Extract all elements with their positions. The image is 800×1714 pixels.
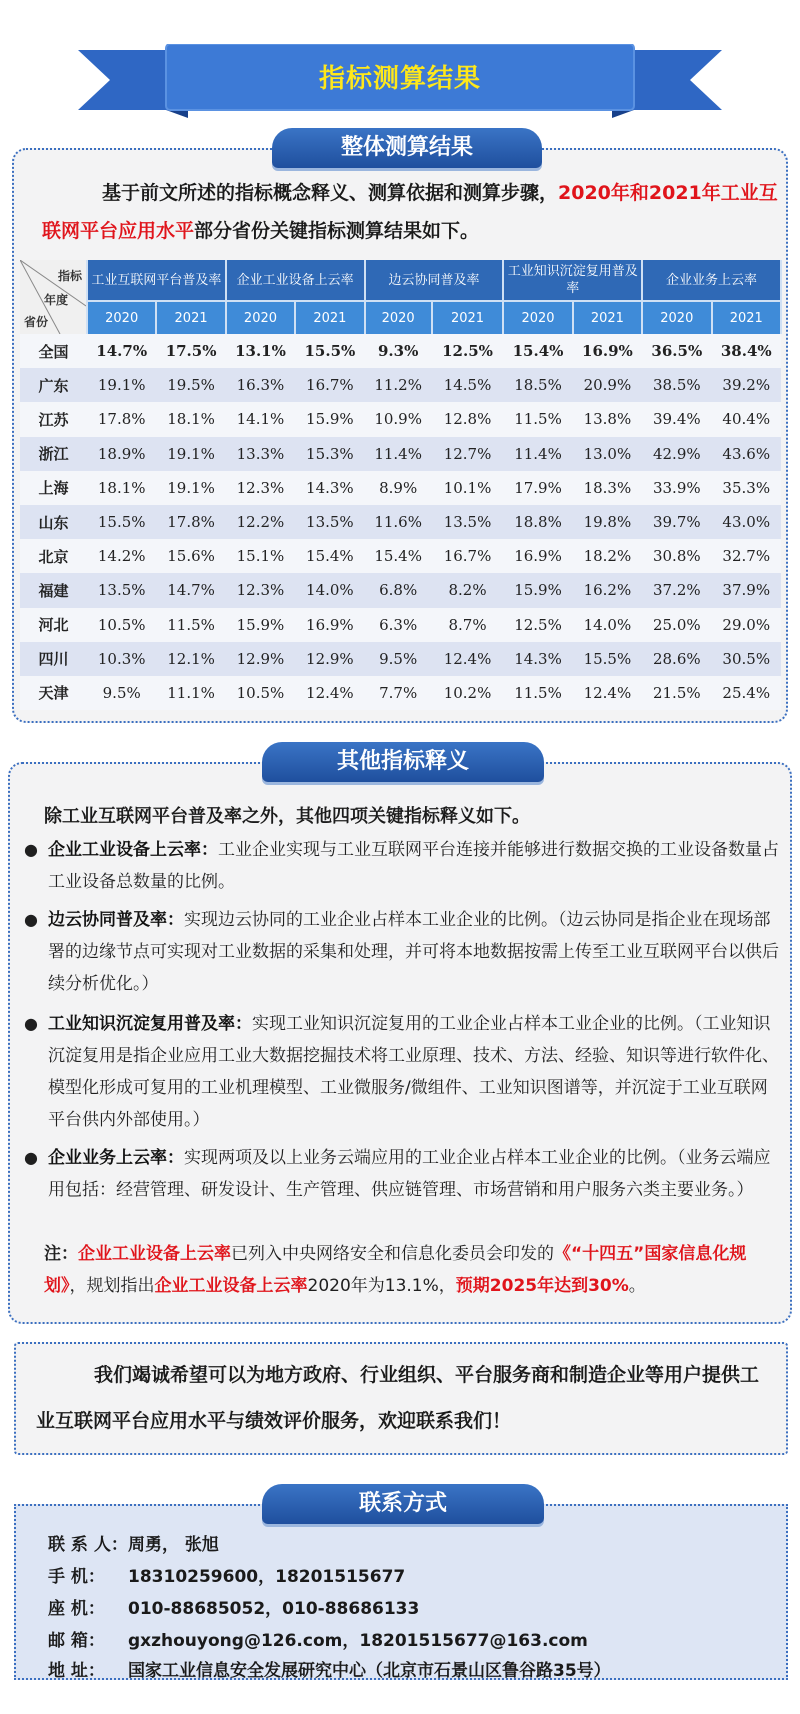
year-header: 2021: [432, 301, 504, 334]
value-cell: 14.7%: [87, 334, 156, 368]
value-cell: 39.4%: [642, 402, 711, 436]
value-cell: 12.3%: [226, 471, 295, 505]
value-cell: 13.1%: [226, 334, 295, 368]
contact-value: 周勇， 张旭: [128, 1535, 219, 1555]
value-cell: 15.9%: [503, 573, 572, 607]
value-cell: 35.3%: [712, 471, 782, 505]
value-cell: 8.9%: [365, 471, 432, 505]
value-cell: 12.4%: [432, 642, 504, 676]
page-title: 指标测算结果: [318, 64, 481, 94]
value-cell: 14.7%: [156, 573, 225, 607]
contact-label: 邮 箱：: [48, 1631, 105, 1651]
contact-person-row: [48, 1530, 219, 1555]
value-cell: 12.9%: [226, 642, 295, 676]
table-row: [20, 608, 781, 642]
value-cell: 16.9%: [503, 539, 572, 573]
overall-results-section: [12, 148, 788, 723]
value-cell: 25.4%: [712, 676, 782, 710]
results-table: [20, 260, 782, 710]
value-cell: 40.4%: [712, 402, 782, 436]
definitions-section: [8, 762, 792, 1324]
contact-value: 010-88685052，010-88686133: [128, 1599, 420, 1619]
overall-results-tab: 整体测算结果: [272, 128, 542, 168]
indicator-header: 工业互联网平台普及率: [87, 260, 226, 301]
year-header: 2021: [573, 301, 642, 334]
province-cell: 北京: [20, 539, 87, 573]
table-row: [20, 676, 781, 710]
value-cell: 13.5%: [295, 505, 364, 539]
value-cell: 18.3%: [573, 471, 642, 505]
value-cell: 42.9%: [642, 437, 711, 471]
definition-term: 企业工业设备上云率：: [48, 840, 218, 860]
service-appeal-section: [14, 1342, 788, 1455]
note-label: 注：: [44, 1244, 78, 1264]
table-row: [20, 505, 781, 539]
value-cell: 18.2%: [573, 539, 642, 573]
contact-label: 地 址：: [48, 1661, 105, 1681]
value-cell: 15.4%: [503, 334, 572, 368]
value-cell: 11.1%: [156, 676, 225, 710]
value-cell: 8.2%: [432, 573, 504, 607]
value-cell: 18.1%: [156, 402, 225, 436]
contact-label: 座 机：: [48, 1599, 105, 1619]
province-cell: 河北: [20, 608, 87, 642]
value-cell: 14.1%: [226, 402, 295, 436]
value-cell: 6.3%: [365, 608, 432, 642]
contact-tab: 联系方式: [262, 1484, 544, 1524]
value-cell: 14.2%: [87, 539, 156, 573]
value-cell: 15.9%: [295, 402, 364, 436]
year-header: 2020: [87, 301, 156, 334]
value-cell: 12.7%: [432, 437, 504, 471]
province-cell: 全国: [20, 334, 87, 368]
value-cell: 15.5%: [87, 505, 156, 539]
note-text: 。: [628, 1276, 646, 1296]
province-cell: 天津: [20, 676, 87, 710]
definitions-tab: 其他指标释义: [262, 742, 544, 782]
value-cell: 18.1%: [87, 471, 156, 505]
contact-phone-row: [48, 1594, 419, 1619]
value-cell: 16.7%: [432, 539, 504, 573]
province-cell: 四川: [20, 642, 87, 676]
year-header: 2020: [642, 301, 711, 334]
note-plan-title: 《“十四五”国家信息化规划》: [44, 1244, 747, 1296]
definition-desc: 实现边云协同的工业企业占样本工业企业的比例。（边云协同是指企业在现场部署的边缘节点可实现对工业数据的采集和处理，并可将本地数据按需上传至工业互联网平台以供后续分析优化。）: [48, 910, 779, 994]
value-cell: 37.9%: [712, 573, 782, 607]
province-cell: 山东: [20, 505, 87, 539]
value-cell: 39.2%: [712, 368, 782, 402]
contact-value: 国家工业信息安全发展研究中心（北京市石景山区鲁谷路35号）: [128, 1661, 611, 1681]
value-cell: 18.5%: [503, 368, 572, 402]
definition-term: 边云协同普及率：: [48, 910, 184, 930]
title-banner: [78, 44, 722, 118]
table-row: [20, 539, 781, 573]
value-cell: 15.5%: [295, 334, 364, 368]
value-cell: 25.0%: [642, 608, 711, 642]
year-header: 2020: [503, 301, 572, 334]
value-cell: 15.4%: [365, 539, 432, 573]
value-cell: 11.4%: [365, 437, 432, 471]
value-cell: 15.4%: [295, 539, 364, 573]
value-cell: 9.3%: [365, 334, 432, 368]
note-text: 已列入中央网络安全和信息化委员会印发的: [231, 1244, 554, 1264]
value-cell: 28.6%: [642, 642, 711, 676]
year-header: 2021: [712, 301, 782, 334]
value-cell: 38.4%: [712, 334, 782, 368]
value-cell: 15.9%: [226, 608, 295, 642]
definitions-note: [44, 1238, 788, 1302]
value-cell: 10.3%: [87, 642, 156, 676]
contact-address-row: [48, 1656, 611, 1681]
value-cell: 11.6%: [365, 505, 432, 539]
intro-highlight: 2020年和2021年工业互联网平台应用水平: [42, 182, 778, 242]
corner-indicator-label: 指标: [57, 269, 82, 283]
intro-text-end: 部分省份关键指标测算结果如下。: [194, 220, 480, 242]
value-cell: 11.4%: [503, 437, 572, 471]
contact-label: 手 机：: [48, 1567, 105, 1587]
value-cell: 17.5%: [156, 334, 225, 368]
value-cell: 13.5%: [87, 573, 156, 607]
contact-label: 联 系 人：: [48, 1535, 128, 1555]
value-cell: 14.0%: [295, 573, 364, 607]
value-cell: 16.9%: [573, 334, 642, 368]
table-row: [20, 402, 781, 436]
value-cell: 12.8%: [432, 402, 504, 436]
definition-item: [24, 904, 784, 1000]
value-cell: 14.5%: [432, 368, 504, 402]
value-cell: 6.8%: [365, 573, 432, 607]
definition-item: [24, 1142, 784, 1206]
value-cell: 12.5%: [432, 334, 504, 368]
value-cell: 9.5%: [365, 642, 432, 676]
value-cell: 13.5%: [432, 505, 504, 539]
definition-item: [24, 1008, 784, 1136]
value-cell: 19.1%: [87, 368, 156, 402]
value-cell: 12.9%: [295, 642, 364, 676]
value-cell: 19.1%: [156, 471, 225, 505]
table-row: [20, 368, 781, 402]
year-header: 2021: [295, 301, 364, 334]
definition-desc: 实现两项及以上业务云端应用的工业企业占样本工业企业的比例。（业务云端应用包括：经营管理、研发设计、生产管理、供应链管理、市场营销和用户服务六类主要业务。）: [48, 1148, 771, 1200]
contact-mobile-row: [48, 1562, 405, 1587]
value-cell: 43.6%: [712, 437, 782, 471]
table-row: [20, 334, 781, 368]
indicator-header: 边云协同普及率: [365, 260, 504, 301]
corner-year-label: 年度: [44, 293, 69, 307]
table-row: [20, 437, 781, 471]
province-cell: 上海: [20, 471, 87, 505]
value-cell: 10.1%: [432, 471, 504, 505]
definition-desc: 实现工业知识沉淀复用的工业企业占样本工业企业的比例。（工业知识沉淀复用是指企业应用工业大数据挖掘技术将工业原理、技术、方法、经验、知识等进行软件化、模型化形成可复用的工业机理模型、工业微服务/微组件、工业知识图谱等，并沉淀于工业互联网平台供内外部使用。）: [48, 1014, 779, 1130]
value-cell: 9.5%: [87, 676, 156, 710]
value-cell: 11.2%: [365, 368, 432, 402]
service-appeal-text: 我们竭诚希望可以为地方政府、行业组织、平台服务商和制造企业等用户提供工业互联网平台应用水平与绩效评价服务，欢迎联系我们！: [36, 1364, 760, 1432]
value-cell: 15.5%: [573, 642, 642, 676]
value-cell: 19.1%: [156, 437, 225, 471]
value-cell: 14.0%: [573, 608, 642, 642]
value-cell: 10.5%: [226, 676, 295, 710]
value-cell: 13.8%: [573, 402, 642, 436]
corner-province-label: 省份: [24, 315, 49, 329]
note-highlight: 企业工业设备上云率: [78, 1244, 231, 1264]
value-cell: 12.5%: [503, 608, 572, 642]
table-row: [20, 573, 781, 607]
definition-term: 企业业务上云率：: [48, 1148, 184, 1168]
note-text: ，规划指出: [69, 1276, 155, 1296]
value-cell: 17.9%: [503, 471, 572, 505]
value-cell: 19.8%: [573, 505, 642, 539]
intro-text: 基于前文所述的指标概念释义、测算依据和测算步骤，: [102, 182, 559, 204]
definition-item: [24, 834, 784, 898]
contact-value: 18310259600，18201515677: [128, 1567, 406, 1587]
table-row: [20, 471, 781, 505]
value-cell: 43.0%: [712, 505, 782, 539]
year-header: 2020: [226, 301, 295, 334]
value-cell: 29.0%: [712, 608, 782, 642]
value-cell: 15.3%: [295, 437, 364, 471]
note-target: 预期2025年达到30%: [455, 1276, 629, 1296]
value-cell: 13.3%: [226, 437, 295, 471]
value-cell: 38.5%: [642, 368, 711, 402]
value-cell: 37.2%: [642, 573, 711, 607]
value-cell: 15.6%: [156, 539, 225, 573]
value-cell: 16.2%: [573, 573, 642, 607]
value-cell: 30.5%: [712, 642, 782, 676]
value-cell: 7.7%: [365, 676, 432, 710]
value-cell: 18.9%: [87, 437, 156, 471]
value-cell: 36.5%: [642, 334, 711, 368]
province-cell: 福建: [20, 573, 87, 607]
definition-term: 工业知识沉淀复用普及率：: [48, 1014, 252, 1034]
value-cell: 15.1%: [226, 539, 295, 573]
value-cell: 21.5%: [642, 676, 711, 710]
value-cell: 14.3%: [295, 471, 364, 505]
value-cell: 39.7%: [642, 505, 711, 539]
bullet-icon: ●: [24, 1014, 38, 1033]
bullet-icon: ●: [24, 910, 38, 929]
value-cell: 8.7%: [432, 608, 504, 642]
bullet-icon: ●: [24, 840, 38, 859]
value-cell: 12.2%: [226, 505, 295, 539]
value-cell: 17.8%: [87, 402, 156, 436]
value-cell: 14.3%: [503, 642, 572, 676]
province-cell: 广东: [20, 368, 87, 402]
value-cell: 16.3%: [226, 368, 295, 402]
definition-desc: 工业企业实现与工业互联网平台连接并能够进行数据交换的工业设备数量占工业设备总数量的比例。: [48, 840, 779, 892]
contact-value: gxzhouyong@126.com，18201515677@163.com: [128, 1631, 588, 1651]
indicator-header: 企业工业设备上云率: [226, 260, 365, 301]
value-cell: 10.2%: [432, 676, 504, 710]
table-row: [20, 642, 781, 676]
year-header: 2021: [156, 301, 225, 334]
province-cell: 江苏: [20, 402, 87, 436]
value-cell: 10.9%: [365, 402, 432, 436]
year-header: 2020: [365, 301, 432, 334]
value-cell: 18.8%: [503, 505, 572, 539]
value-cell: 10.5%: [87, 608, 156, 642]
value-cell: 12.1%: [156, 642, 225, 676]
value-cell: 12.3%: [226, 573, 295, 607]
bullet-icon: ●: [24, 1148, 38, 1167]
value-cell: 19.5%: [156, 368, 225, 402]
overall-intro: [42, 174, 782, 250]
contact-email-row: [48, 1626, 588, 1651]
note-text: 2020年为13.1%，: [307, 1276, 456, 1296]
note-highlight: 企业工业设备上云率: [154, 1276, 308, 1296]
value-cell: 30.8%: [642, 539, 711, 573]
value-cell: 12.4%: [295, 676, 364, 710]
value-cell: 11.5%: [156, 608, 225, 642]
indicator-header: 企业业务上云率: [642, 260, 781, 301]
value-cell: 32.7%: [712, 539, 782, 573]
value-cell: 13.0%: [573, 437, 642, 471]
value-cell: 16.9%: [295, 608, 364, 642]
value-cell: 17.8%: [156, 505, 225, 539]
value-cell: 11.5%: [503, 402, 572, 436]
value-cell: 20.9%: [573, 368, 642, 402]
value-cell: 16.7%: [295, 368, 364, 402]
province-cell: 浙江: [20, 437, 87, 471]
contact-section: [14, 1504, 788, 1680]
value-cell: 12.4%: [573, 676, 642, 710]
value-cell: 33.9%: [642, 471, 711, 505]
definitions-lead: 除工业互联网平台普及率之外，其他四项关键指标释义如下。: [44, 806, 530, 827]
indicator-header: 工业知识沉淀复用普及率: [503, 260, 642, 301]
value-cell: 11.5%: [503, 676, 572, 710]
table-corner-header: [20, 260, 87, 334]
